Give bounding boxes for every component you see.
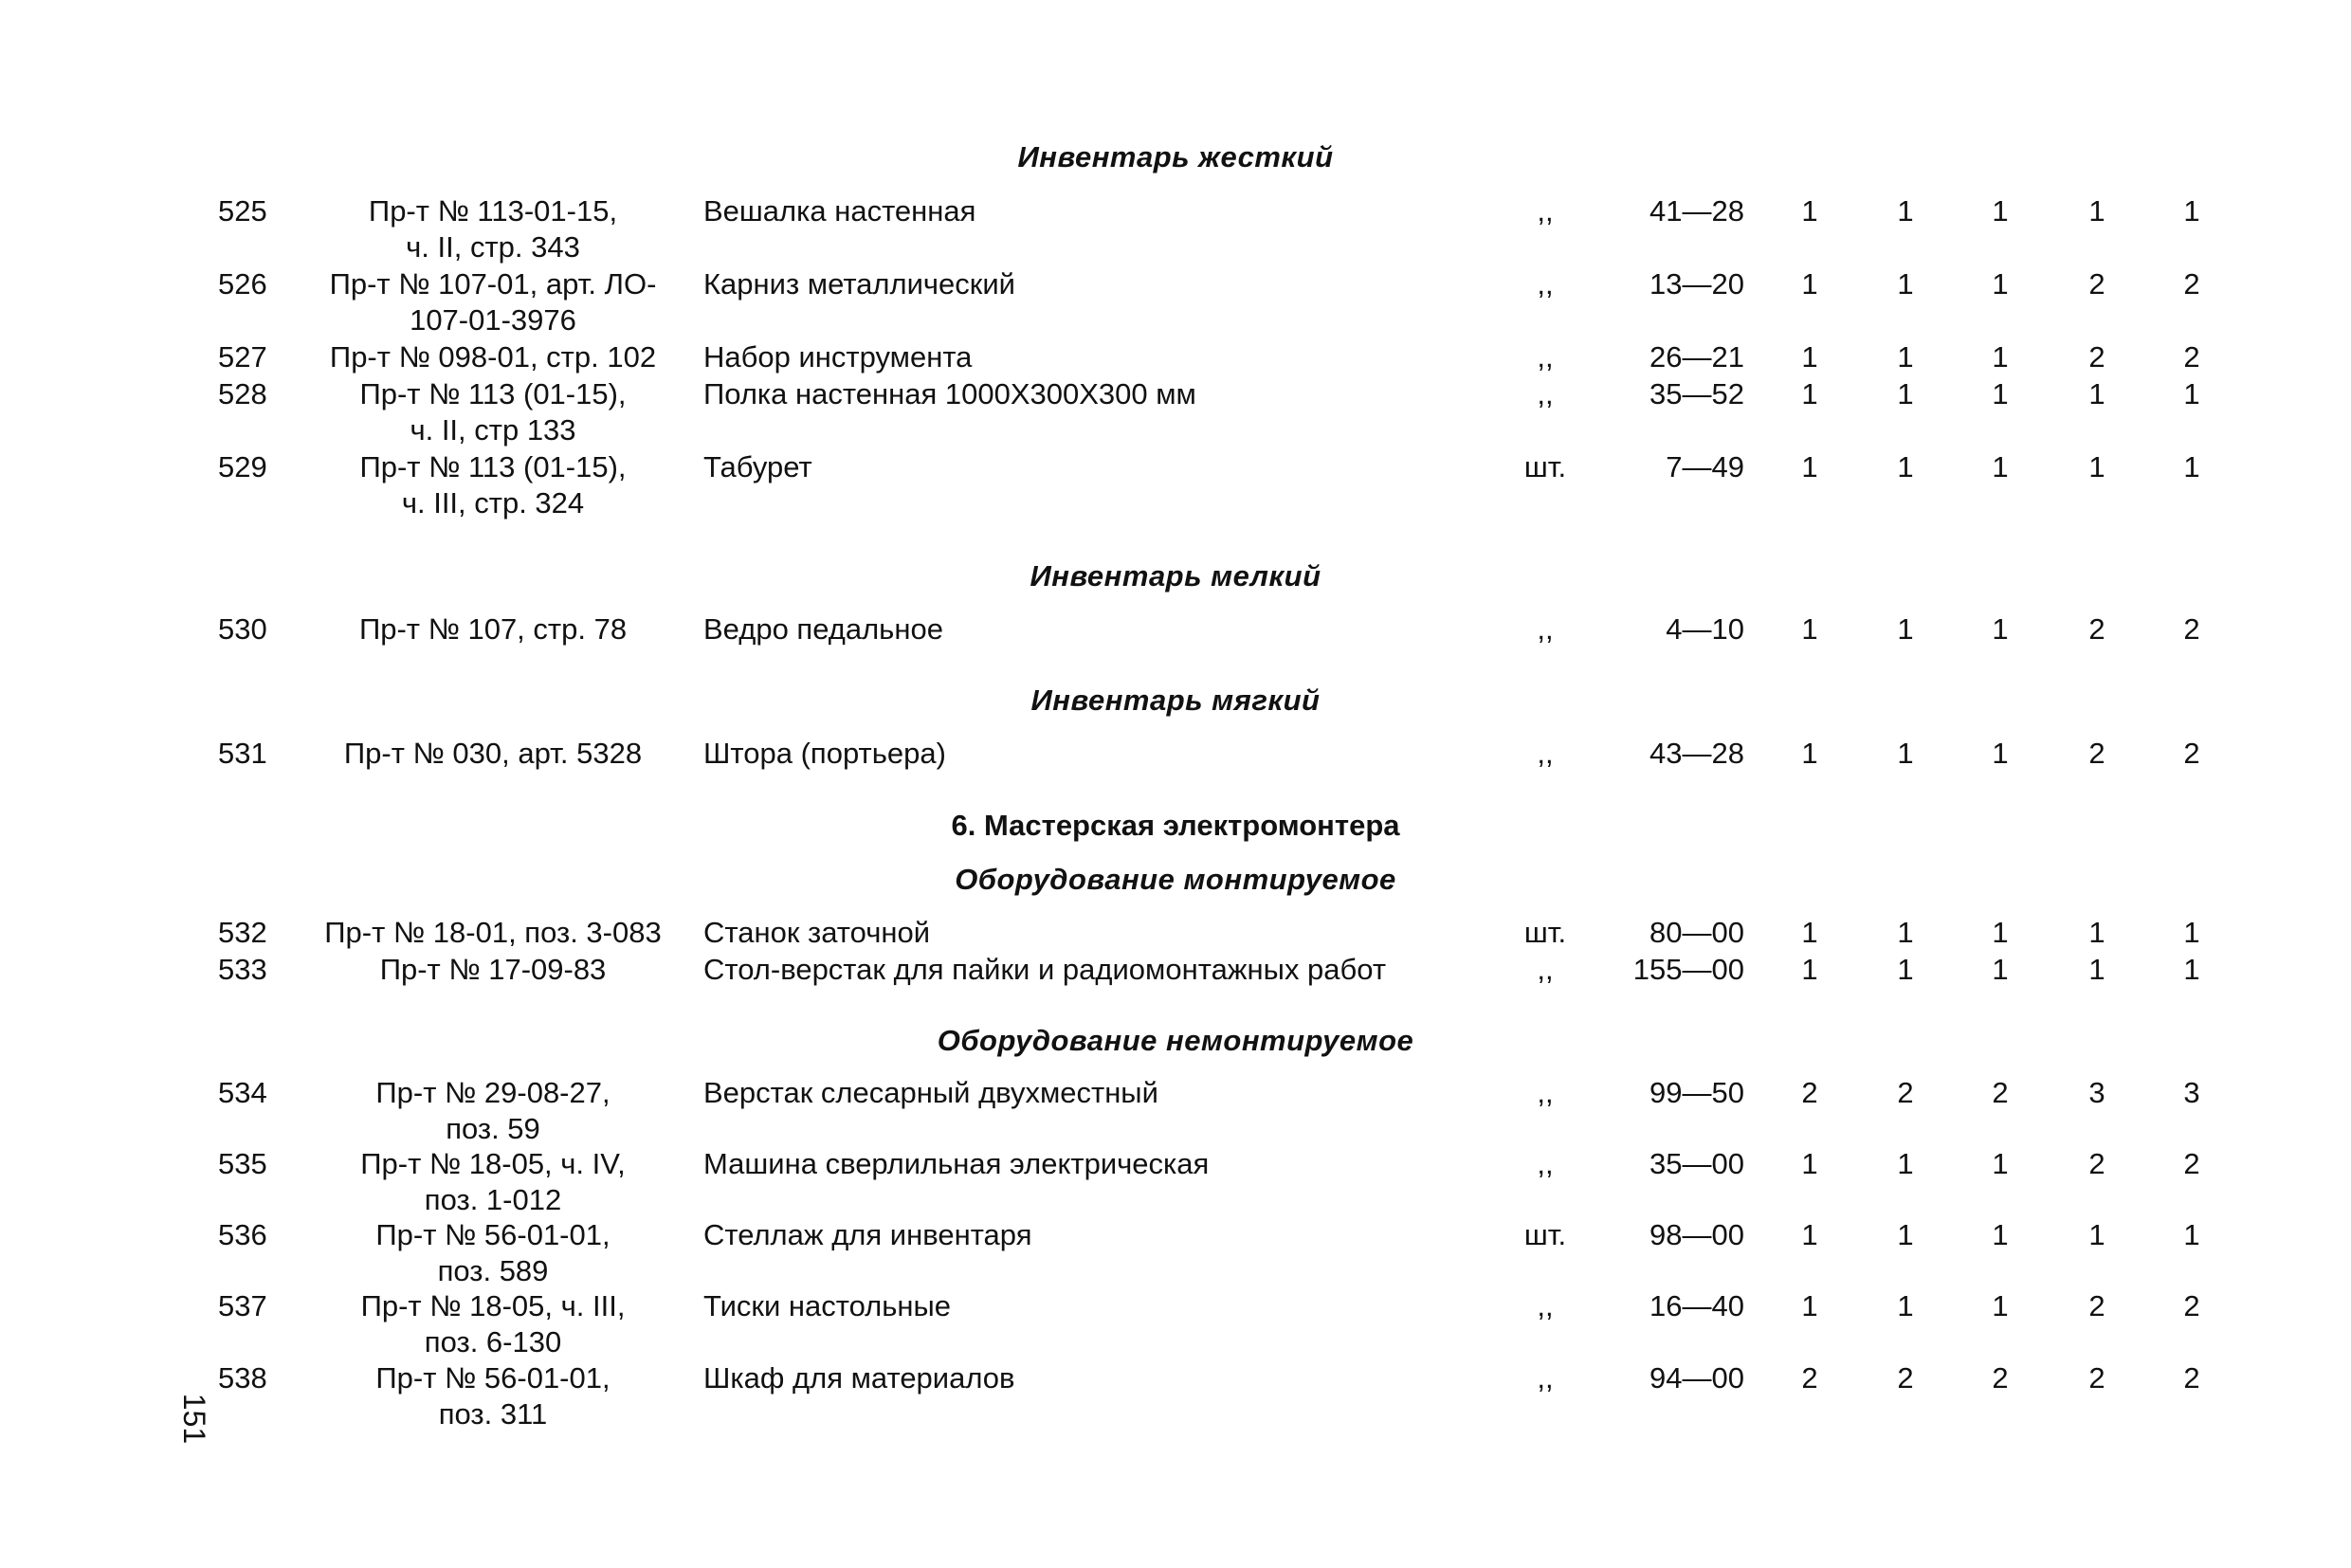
table-row — [0, 611, 2351, 687]
quantity-cell: 1 — [1992, 953, 2009, 986]
unit-price: 35—52 — [1649, 377, 1744, 410]
quantity-cell: 1 — [2183, 450, 2200, 483]
quantity-cell: 1 — [1897, 450, 1914, 483]
quantity-cell: 2 — [2088, 1289, 2105, 1322]
quantity-cell: 2 — [1992, 1361, 2009, 1395]
item-name: Стол-верстак для пайки и радиомонтажных работ — [703, 953, 1387, 986]
quantity-cell: 1 — [2183, 377, 2200, 410]
quantity-cell: 1 — [1801, 340, 1818, 374]
item-name: Станок заточной — [703, 916, 931, 949]
source-reference — [303, 952, 683, 988]
item-number: 530 — [218, 612, 267, 646]
source-line: Пр-т № 56-01-01, — [375, 1361, 611, 1395]
source-line: ч. II, стр 133 — [410, 413, 576, 447]
unit-price: 80—00 — [1649, 916, 1744, 949]
item-number: 538 — [218, 1361, 267, 1395]
quantity-cell: 1 — [1992, 267, 2009, 301]
item-number: 535 — [218, 1147, 267, 1180]
unit-price: 43—28 — [1649, 737, 1744, 770]
unit-of-measure: шт. — [1523, 450, 1567, 483]
quantity-cell: 2 — [2088, 737, 2105, 770]
quantity-cell: 2 — [1897, 1361, 1914, 1395]
source-line: Пр-т № 17-09-83 — [379, 953, 607, 986]
table-row — [0, 736, 2351, 811]
quantity-cell: 2 — [2183, 1361, 2200, 1395]
item-number: 534 — [218, 1076, 267, 1109]
source-line: Пр-т № 29-08-27, — [375, 1076, 611, 1109]
source-reference — [303, 1146, 683, 1218]
source-line: ч. II, стр. 343 — [406, 230, 580, 264]
section-heading: Инвентарь жесткий — [1017, 140, 1334, 173]
table-row — [0, 1288, 2351, 1364]
quantity-cell: 2 — [2183, 737, 2200, 770]
quantity-cell: 1 — [2088, 377, 2105, 410]
unit-price: 98—00 — [1649, 1218, 1744, 1251]
source-reference — [303, 1288, 683, 1360]
quantity-cell: 1 — [2088, 194, 2105, 228]
quantity-cell: 1 — [1897, 1218, 1914, 1251]
table-row — [0, 266, 2351, 342]
quantity-cell: 1 — [2088, 916, 2105, 949]
source-reference — [303, 1075, 683, 1147]
unit-price: 26—21 — [1649, 340, 1744, 374]
quantity-cell: 1 — [1992, 916, 2009, 949]
quantity-cell: 1 — [1992, 450, 2009, 483]
item-number: 533 — [218, 953, 267, 986]
table-row — [0, 376, 2351, 452]
item-name: Штора (портьера) — [703, 737, 946, 770]
quantity-cell: 1 — [2183, 953, 2200, 986]
quantity-cell: 2 — [2183, 1147, 2200, 1180]
unit-price: 7—49 — [1666, 450, 1744, 483]
quantity-cell: 3 — [2088, 1076, 2105, 1109]
source-line: Пр-т № 098-01, стр. 102 — [329, 340, 657, 374]
quantity-cell: 3 — [2183, 1076, 2200, 1109]
quantity-cell: 1 — [1897, 737, 1914, 770]
unit-price: 16—40 — [1649, 1289, 1744, 1322]
item-number: 525 — [218, 194, 267, 228]
unit-price: 13—20 — [1649, 267, 1744, 301]
unit-of-measure: ,, — [1537, 1147, 1554, 1180]
item-name: Верстак слесарный двухместный — [703, 1076, 1158, 1109]
source-reference — [303, 1217, 683, 1289]
quantity-cell: 1 — [1801, 953, 1818, 986]
quantity-cell: 1 — [1992, 1147, 2009, 1180]
item-name: Полка настенная 1000Х300Х300 мм — [703, 377, 1196, 410]
quantity-cell: 1 — [1801, 1289, 1818, 1322]
chapter-heading: 6. Мастерская электромонтера — [951, 809, 1400, 842]
quantity-cell: 2 — [2088, 267, 2105, 301]
quantity-cell: 2 — [2183, 340, 2200, 374]
table-row — [0, 193, 2351, 269]
source-line: Пр-т № 18-05, ч. III, — [360, 1289, 626, 1322]
item-name: Набор инструмента — [703, 340, 973, 374]
quantity-cell: 2 — [2088, 612, 2105, 646]
source-line: поз. 311 — [438, 1397, 548, 1431]
quantity-cell: 2 — [2183, 612, 2200, 646]
item-number: 536 — [218, 1218, 267, 1251]
section-heading: Оборудование монтируемое — [955, 863, 1396, 896]
quantity-cell: 1 — [1992, 737, 2009, 770]
quantity-cell: 1 — [2088, 450, 2105, 483]
quantity-cell: 1 — [1897, 194, 1914, 228]
table-row — [0, 1217, 2351, 1293]
source-reference — [303, 611, 683, 647]
item-number: 528 — [218, 377, 267, 410]
unit-of-measure: ,, — [1537, 953, 1554, 986]
source-line: поз. 59 — [446, 1112, 540, 1145]
source-line: 107-01-3976 — [410, 303, 576, 337]
unit-of-measure: ,, — [1537, 1361, 1554, 1395]
quantity-cell: 2 — [2088, 340, 2105, 374]
item-name: Карниз металлический — [703, 267, 1015, 301]
source-line: Пр-т № 56-01-01, — [375, 1218, 611, 1251]
unit-price: 41—28 — [1649, 194, 1744, 228]
quantity-cell: 1 — [1992, 1218, 2009, 1251]
quantity-cell: 1 — [1801, 194, 1818, 228]
source-reference — [303, 736, 683, 772]
quantity-cell: 1 — [1801, 737, 1818, 770]
item-name: Стеллаж для инвентаря — [703, 1218, 1032, 1251]
source-line: ч. III, стр. 324 — [401, 486, 585, 520]
unit-of-measure: ,, — [1537, 377, 1554, 410]
quantity-cell: 2 — [2088, 1147, 2105, 1180]
section-heading: Оборудование немонтируемое — [937, 1024, 1414, 1057]
unit-price: 99—50 — [1649, 1076, 1744, 1109]
item-number: 531 — [218, 737, 267, 770]
source-line: Пр-т № 113 (01-15), — [359, 377, 627, 410]
table-row — [0, 1075, 2351, 1151]
quantity-cell: 1 — [1897, 953, 1914, 986]
unit-of-measure: ,, — [1537, 194, 1554, 228]
source-line: Пр-т № 113 (01-15), — [359, 450, 627, 483]
quantity-cell: 1 — [1992, 340, 2009, 374]
unit-price: 4—10 — [1666, 612, 1744, 646]
source-reference — [303, 1360, 683, 1432]
quantity-cell: 1 — [1897, 340, 1914, 374]
source-line: поз. 6-130 — [424, 1325, 562, 1358]
source-line: Пр-т № 107, стр. 78 — [358, 612, 628, 646]
table-row — [0, 952, 2351, 1028]
quantity-cell: 1 — [1897, 377, 1914, 410]
quantity-cell: 2 — [2183, 267, 2200, 301]
quantity-cell: 1 — [1897, 1147, 1914, 1180]
table-row — [0, 1146, 2351, 1222]
quantity-cell: 1 — [2183, 1218, 2200, 1251]
quantity-cell: 1 — [1992, 377, 2009, 410]
source-line: поз. 589 — [437, 1254, 549, 1287]
item-name: Тиски настольные — [703, 1289, 952, 1322]
quantity-cell: 1 — [2088, 1218, 2105, 1251]
source-line: Пр-т № 18-01, поз. 3-083 — [324, 916, 662, 949]
quantity-cell: 1 — [1897, 1289, 1914, 1322]
table-row — [0, 449, 2351, 525]
quantity-cell: 1 — [2183, 194, 2200, 228]
quantity-cell: 1 — [1801, 1218, 1818, 1251]
quantity-cell: 2 — [1801, 1076, 1818, 1109]
item-number: 532 — [218, 916, 267, 949]
quantity-cell: 1 — [1801, 916, 1818, 949]
quantity-cell: 1 — [1801, 450, 1818, 483]
source-line: Пр-т № 113-01-15, — [368, 194, 618, 228]
item-number: 529 — [218, 450, 267, 483]
source-reference — [303, 376, 683, 448]
unit-of-measure: ,, — [1537, 737, 1554, 770]
quantity-cell: 1 — [1801, 377, 1818, 410]
quantity-cell: 1 — [1897, 267, 1914, 301]
quantity-cell: 1 — [1897, 612, 1914, 646]
quantity-cell: 1 — [1897, 916, 1914, 949]
item-name: Машина сверлильная электрическая — [703, 1147, 1210, 1180]
quantity-cell: 1 — [1992, 194, 2009, 228]
quantity-cell: 2 — [2088, 1361, 2105, 1395]
unit-of-measure: ,, — [1537, 1289, 1554, 1322]
quantity-cell: 1 — [2088, 953, 2105, 986]
item-name: Шкаф для материалов — [703, 1361, 1015, 1395]
page-number: 151 — [177, 1393, 212, 1445]
item-name: Ведро педальное — [703, 612, 943, 646]
quantity-cell: 2 — [1801, 1361, 1818, 1395]
unit-price: 94—00 — [1649, 1361, 1744, 1395]
source-reference — [303, 266, 683, 338]
item-name: Вешалка настенная — [703, 194, 976, 228]
item-number: 537 — [218, 1289, 267, 1322]
source-line: Пр-т № 18-05, ч. IV, — [360, 1147, 626, 1180]
unit-of-measure: шт. — [1523, 916, 1567, 949]
quantity-cell: 2 — [2183, 1289, 2200, 1322]
source-reference — [303, 915, 683, 951]
source-line: Пр-т № 107-01, арт. ЛО- — [329, 267, 657, 301]
unit-price: 155—00 — [1632, 953, 1744, 986]
unit-of-measure: ,, — [1537, 612, 1554, 646]
quantity-cell: 1 — [1801, 612, 1818, 646]
source-reference — [303, 339, 683, 375]
unit-of-measure: ,, — [1537, 1076, 1554, 1109]
source-reference — [303, 193, 683, 265]
quantity-cell: 1 — [1801, 267, 1818, 301]
unit-of-measure: ,, — [1537, 267, 1554, 301]
unit-of-measure: шт. — [1523, 1218, 1567, 1251]
quantity-cell: 1 — [2183, 916, 2200, 949]
section-heading: Инвентарь мягкий — [1030, 684, 1321, 717]
quantity-cell: 1 — [1992, 1289, 2009, 1322]
quantity-cell: 2 — [1897, 1076, 1914, 1109]
quantity-cell: 1 — [1801, 1147, 1818, 1180]
item-name: Табурет — [703, 450, 812, 483]
source-line: поз. 1-012 — [424, 1183, 562, 1216]
item-number: 526 — [218, 267, 267, 301]
table-row — [0, 1360, 2351, 1436]
section-heading: Инвентарь мелкий — [1030, 559, 1321, 593]
source-line: Пр-т № 030, арт. 5328 — [343, 737, 643, 770]
item-number: 527 — [218, 340, 267, 374]
source-reference — [303, 449, 683, 521]
quantity-cell: 1 — [1992, 612, 2009, 646]
unit-price: 35—00 — [1649, 1147, 1744, 1180]
unit-of-measure: ,, — [1537, 340, 1554, 374]
quantity-cell: 2 — [1992, 1076, 2009, 1109]
